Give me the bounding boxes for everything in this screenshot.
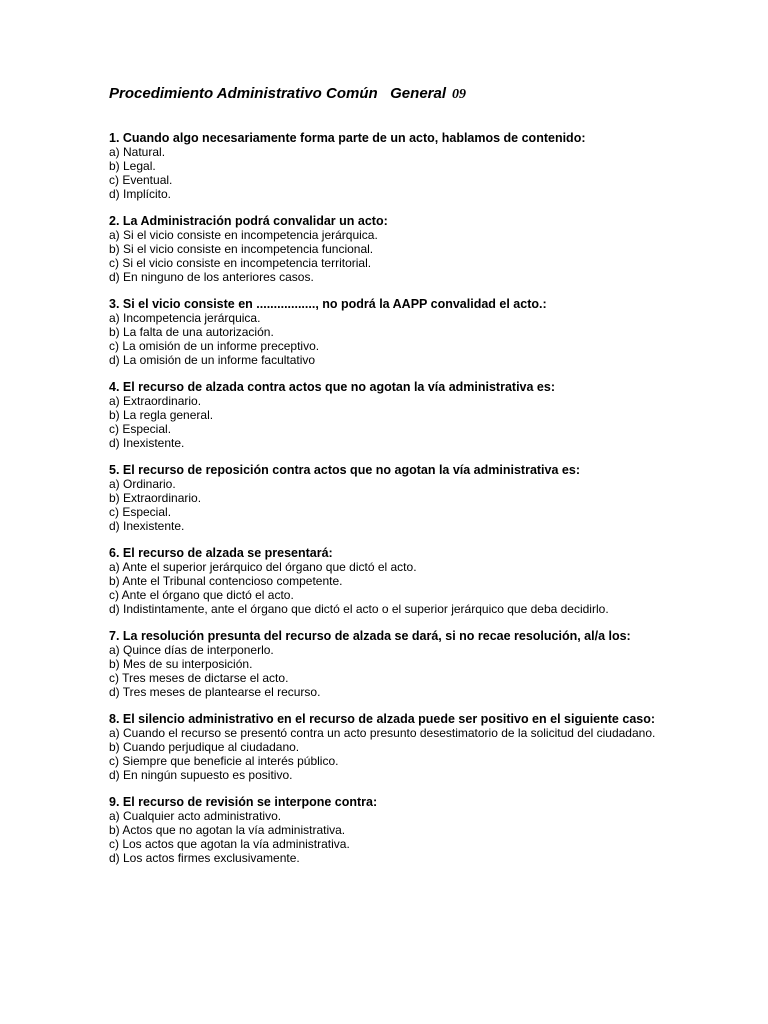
answer-option-c: c) Especial.	[109, 422, 172, 436]
question-8	[109, 712, 658, 782]
question-text: 2. La Administración podrá convalidar un acto:	[109, 214, 388, 228]
answer-option-a: a) Cuando el recurso se presentó contra un acto presunto desestimatorio de la solicitud del ciudadano.	[109, 726, 656, 740]
answer-option-b: b) Ante el Tribunal contencioso competente.	[109, 574, 343, 588]
answer-option-c: c) Eventual.	[109, 173, 173, 187]
answer-option-b: b) Extraordinario.	[109, 491, 202, 505]
answer-option-b: b) La regla general.	[109, 408, 214, 422]
answer-option-d: d) Implícito.	[109, 187, 172, 201]
document-title-number: 09	[452, 87, 467, 102]
answer-option-a: a) Quince días de interponerlo.	[109, 643, 274, 657]
question-7	[109, 629, 658, 699]
answer-option-a: a) Cualquier acto administrativo.	[109, 809, 282, 823]
answer-option-c: c) Tres meses de dictarse el acto.	[109, 671, 289, 685]
question-text: 7. La resolución presunta del recurso de alzada se dará, si no recae resolución, al/a los:	[109, 629, 631, 643]
answer-option-c: c) La omisión de un informe preceptivo.	[109, 339, 320, 353]
answer-option-a: a) Ordinario.	[109, 477, 176, 491]
answer-option-d: d) Tres meses de plantearse el recurso.	[109, 685, 321, 699]
answer-option-c: c) Los actos que agotan la vía administrativa.	[109, 837, 350, 851]
answer-option-c: c) Ante el órgano que dictó el acto.	[109, 588, 294, 602]
answer-option-d: d) Inexistente.	[109, 436, 185, 450]
answer-option-d: d) En ningún supuesto es positivo.	[109, 768, 293, 782]
answer-option-d: d) La omisión de un informe facultativo	[109, 353, 316, 367]
answer-option-a: a) Natural.	[109, 145, 166, 159]
answer-option-d: d) Indistintamente, ante el órgano que dictó el acto o el superior jerárquico que deba decidirlo.	[109, 602, 609, 616]
question-5	[109, 463, 658, 533]
question-9	[109, 795, 658, 865]
answer-option-b: b) Actos que no agotan la vía administrativa.	[109, 823, 346, 837]
question-2	[109, 214, 658, 284]
answer-option-a: a) Ante el superior jerárquico del órgano que dictó el acto.	[109, 560, 417, 574]
answer-option-a: a) Si el vicio consiste en incompetencia jerárquica.	[109, 228, 378, 242]
question-6	[109, 546, 658, 616]
question-text: 8. El silencio administrativo en el recurso de alzada puede ser positivo en el siguiente caso:	[109, 712, 656, 726]
document-title-text: Procedimiento Administrativo Común General	[109, 85, 447, 102]
answer-option-b: b) Legal.	[109, 159, 156, 173]
document-title	[109, 84, 658, 104]
answer-option-b: b) Cuando perjudique al ciudadano.	[109, 740, 300, 754]
question-3	[109, 297, 658, 367]
answer-option-b: b) Mes de su interposición.	[109, 657, 253, 671]
answer-option-a: a) Extraordinario.	[109, 394, 202, 408]
answer-option-c: c) Especial.	[109, 505, 172, 519]
question-text: 6. El recurso de alzada se presentará:	[109, 546, 333, 560]
answer-option-d: d) Los actos firmes exclusivamente.	[109, 851, 300, 865]
question-text: 4. El recurso de alzada contra actos que no agotan la vía administrativa es:	[109, 380, 555, 394]
answer-option-c: c) Si el vicio consiste en incompetencia territorial.	[109, 256, 372, 270]
question-1	[109, 131, 658, 201]
answer-option-b: b) La falta de una autorización.	[109, 325, 274, 339]
answer-option-c: c) Siempre que beneficie al interés público.	[109, 754, 339, 768]
answer-option-d: d) En ninguno de los anteriores casos.	[109, 270, 314, 284]
question-text: 9. El recurso de revisión se interpone contra:	[109, 795, 378, 809]
question-4	[109, 380, 658, 450]
question-text: 3. Si el vicio consiste en ................., no podrá la AAPP convalidad el acto.:	[109, 297, 547, 311]
answer-option-b: b) Si el vicio consiste en incompetencia funcional.	[109, 242, 374, 256]
answer-option-d: d) Inexistente.	[109, 519, 185, 533]
question-text: 5. El recurso de reposición contra actos que no agotan la vía administrativa es:	[109, 463, 580, 477]
question-text: 1. Cuando algo necesariamente forma parte de un acto, hablamos de contenido:	[109, 131, 586, 145]
answer-option-a: a) Incompetencia jerárquica.	[109, 311, 261, 325]
